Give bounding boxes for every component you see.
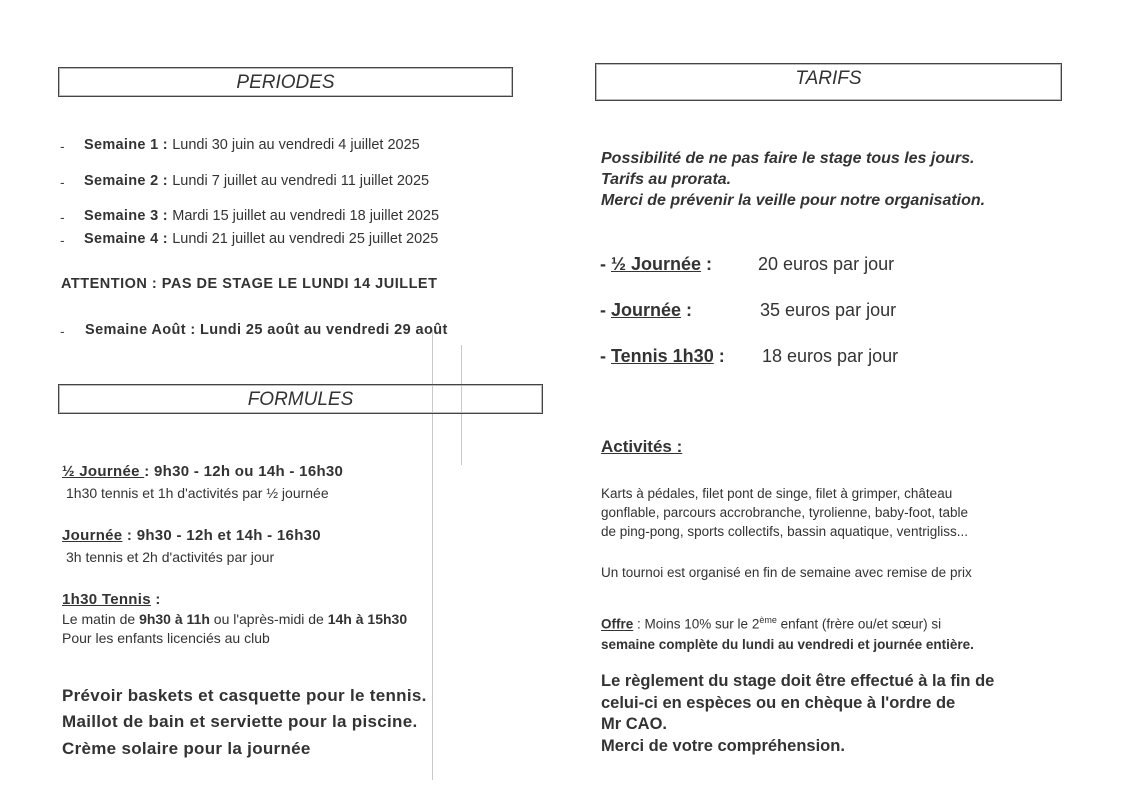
periode-item-2 [84, 173, 429, 189]
periode-sep: : [158, 173, 173, 189]
tarif-price-journee: 35 euros par jour [760, 300, 897, 320]
periode-dates: Mardi 15 juillet au vendredi 18 juillet 2025 [172, 208, 440, 224]
tournoi-text: Un tournoi est organisé en fin de semaine avec remise de prix [601, 565, 972, 580]
offre-part: enfant (frère ou/et sœur) si [776, 616, 942, 632]
attention-notice: ATTENTION : PAS DE STAGE LE LUNDI 14 JUILLET [61, 276, 438, 292]
formule-sep: : [150, 591, 161, 608]
semaine-aout: Semaine Août : Lundi 25 août au vendredi 29 août [85, 322, 448, 338]
intro-line: Tarifs au prorata. [601, 171, 732, 188]
periode-sep: : [158, 208, 173, 224]
reglement-line: Le règlement du stage doit être effectué à la fin de [601, 672, 995, 690]
reglement-text [601, 671, 994, 757]
periode-label: Semaine 3 [84, 208, 159, 224]
tarif-label: ½ Journée [611, 254, 702, 274]
formule-label: Journée [62, 527, 123, 544]
periode-dates: Lundi 21 juillet au vendredi 25 juillet 2025 [172, 231, 439, 247]
tarif-journee: - Journée : [600, 300, 693, 320]
tarif-tennis: - Tennis 1h30 : [600, 346, 725, 366]
periode-sep: : [158, 231, 173, 247]
formule-label: 1h30 Tennis [62, 591, 151, 608]
formules-header-box [58, 384, 543, 414]
tarifs-title: TARIFS [795, 68, 862, 89]
tarif-sep: : [713, 346, 725, 366]
activites-title: Activités : [601, 437, 683, 456]
bullet-dash: - [60, 232, 65, 248]
tarif-label: Journée [611, 300, 682, 320]
offre-text [601, 610, 974, 655]
periode-sep: : [158, 137, 173, 153]
bullet-dash: - [60, 138, 65, 154]
tarif-demi-journee: - ½ Journée : [600, 254, 713, 274]
offre-part: : Moins 10% sur le 2 [633, 616, 760, 632]
tarifs-intro [601, 148, 985, 211]
formules-title: FORMULES [247, 389, 354, 410]
tarif-price-tennis: 18 euros par jour [762, 346, 899, 366]
tarif-sep: : [701, 254, 713, 274]
prevoir-line-3: Crème solaire pour la journée [62, 739, 311, 758]
activites-line: Karts à pédales, filet pont de singe, filet à grimper, château [601, 486, 953, 501]
reglement-line: Merci de votre compréhension. [601, 736, 845, 755]
text-part-bold: 9h30 à 11h [139, 611, 210, 627]
periode-item-3 [84, 208, 439, 224]
formule-sep: : [122, 527, 137, 544]
formule-journee-desc: 3h tennis et 2h d'activités par jour [66, 549, 275, 565]
formule-label: ½ Journée [62, 463, 145, 480]
formule-demi-desc: 1h30 tennis et 1h d'activités par ½ journée [66, 485, 329, 501]
periodes-title: PERIODES [236, 72, 335, 93]
text-part-bold: 14h à 15h30 [327, 611, 408, 627]
prevoir-line-1: Prévoir baskets et casquette pour le tennis. [62, 686, 427, 705]
activites-line: de ping-pong, sports collectifs, bassin aquatique, ventrigliss... [601, 524, 968, 539]
periode-item-1 [84, 137, 420, 153]
bullet-dash: - [60, 209, 65, 225]
intro-line: Possibilité de ne pas faire le stage tous les jours. [601, 150, 975, 167]
formule-tennis-line2: Pour les enfants licenciés au club [62, 630, 270, 646]
tarif-sep: : [681, 300, 693, 320]
formule-tennis-line1 [62, 611, 407, 627]
formule-tennis [62, 591, 161, 608]
offre-sup: ème [759, 615, 777, 625]
reglement-line: Mr CAO. [601, 715, 667, 733]
formule-sep: : [144, 463, 154, 480]
periodes-header-box [58, 67, 513, 97]
tarifs-header-box [595, 63, 1062, 101]
text-part: Le matin de [62, 611, 140, 627]
formule-hours: 9h30 - 12h et 14h - 16h30 [136, 527, 321, 544]
periode-dates: Lundi 7 juillet au vendredi 11 juillet 2025 [172, 173, 430, 189]
text-part: ou l'après-midi de [209, 611, 328, 627]
tarif-price-demi: 20 euros par jour [758, 254, 895, 274]
formule-hours: 9h30 - 12h ou 14h - 16h30 [153, 463, 344, 480]
reglement-line: celui-ci en espèces ou en chèque à l'ordre de [601, 693, 956, 712]
periode-label: Semaine 1 [84, 137, 159, 153]
prevoir-line-2: Maillot de bain et serviette pour la piscine. [62, 712, 418, 731]
bullet-dash: - [60, 174, 65, 190]
bullet-dash: - [60, 323, 65, 339]
tarif-label: Tennis 1h30 [611, 346, 714, 366]
periode-item-4 [84, 231, 438, 247]
activites-list [601, 484, 968, 541]
periode-label: Semaine 2 [84, 173, 159, 189]
periode-dates: Lundi 30 juin au vendredi 4 juillet 2025 [172, 137, 420, 153]
activites-line: gonflable, parcours accrobranche, tyrolienne, baby-foot, table [601, 505, 968, 520]
offre-label: Offre [601, 616, 634, 632]
intro-line: Merci de prévenir la veille pour notre organisation. [601, 192, 986, 209]
offre-condition: semaine complète du lundi au vendredi et journée entière. [601, 636, 974, 652]
periode-label: Semaine 4 [84, 231, 159, 247]
formule-journee [62, 527, 321, 544]
formule-demi-journee [62, 463, 343, 480]
